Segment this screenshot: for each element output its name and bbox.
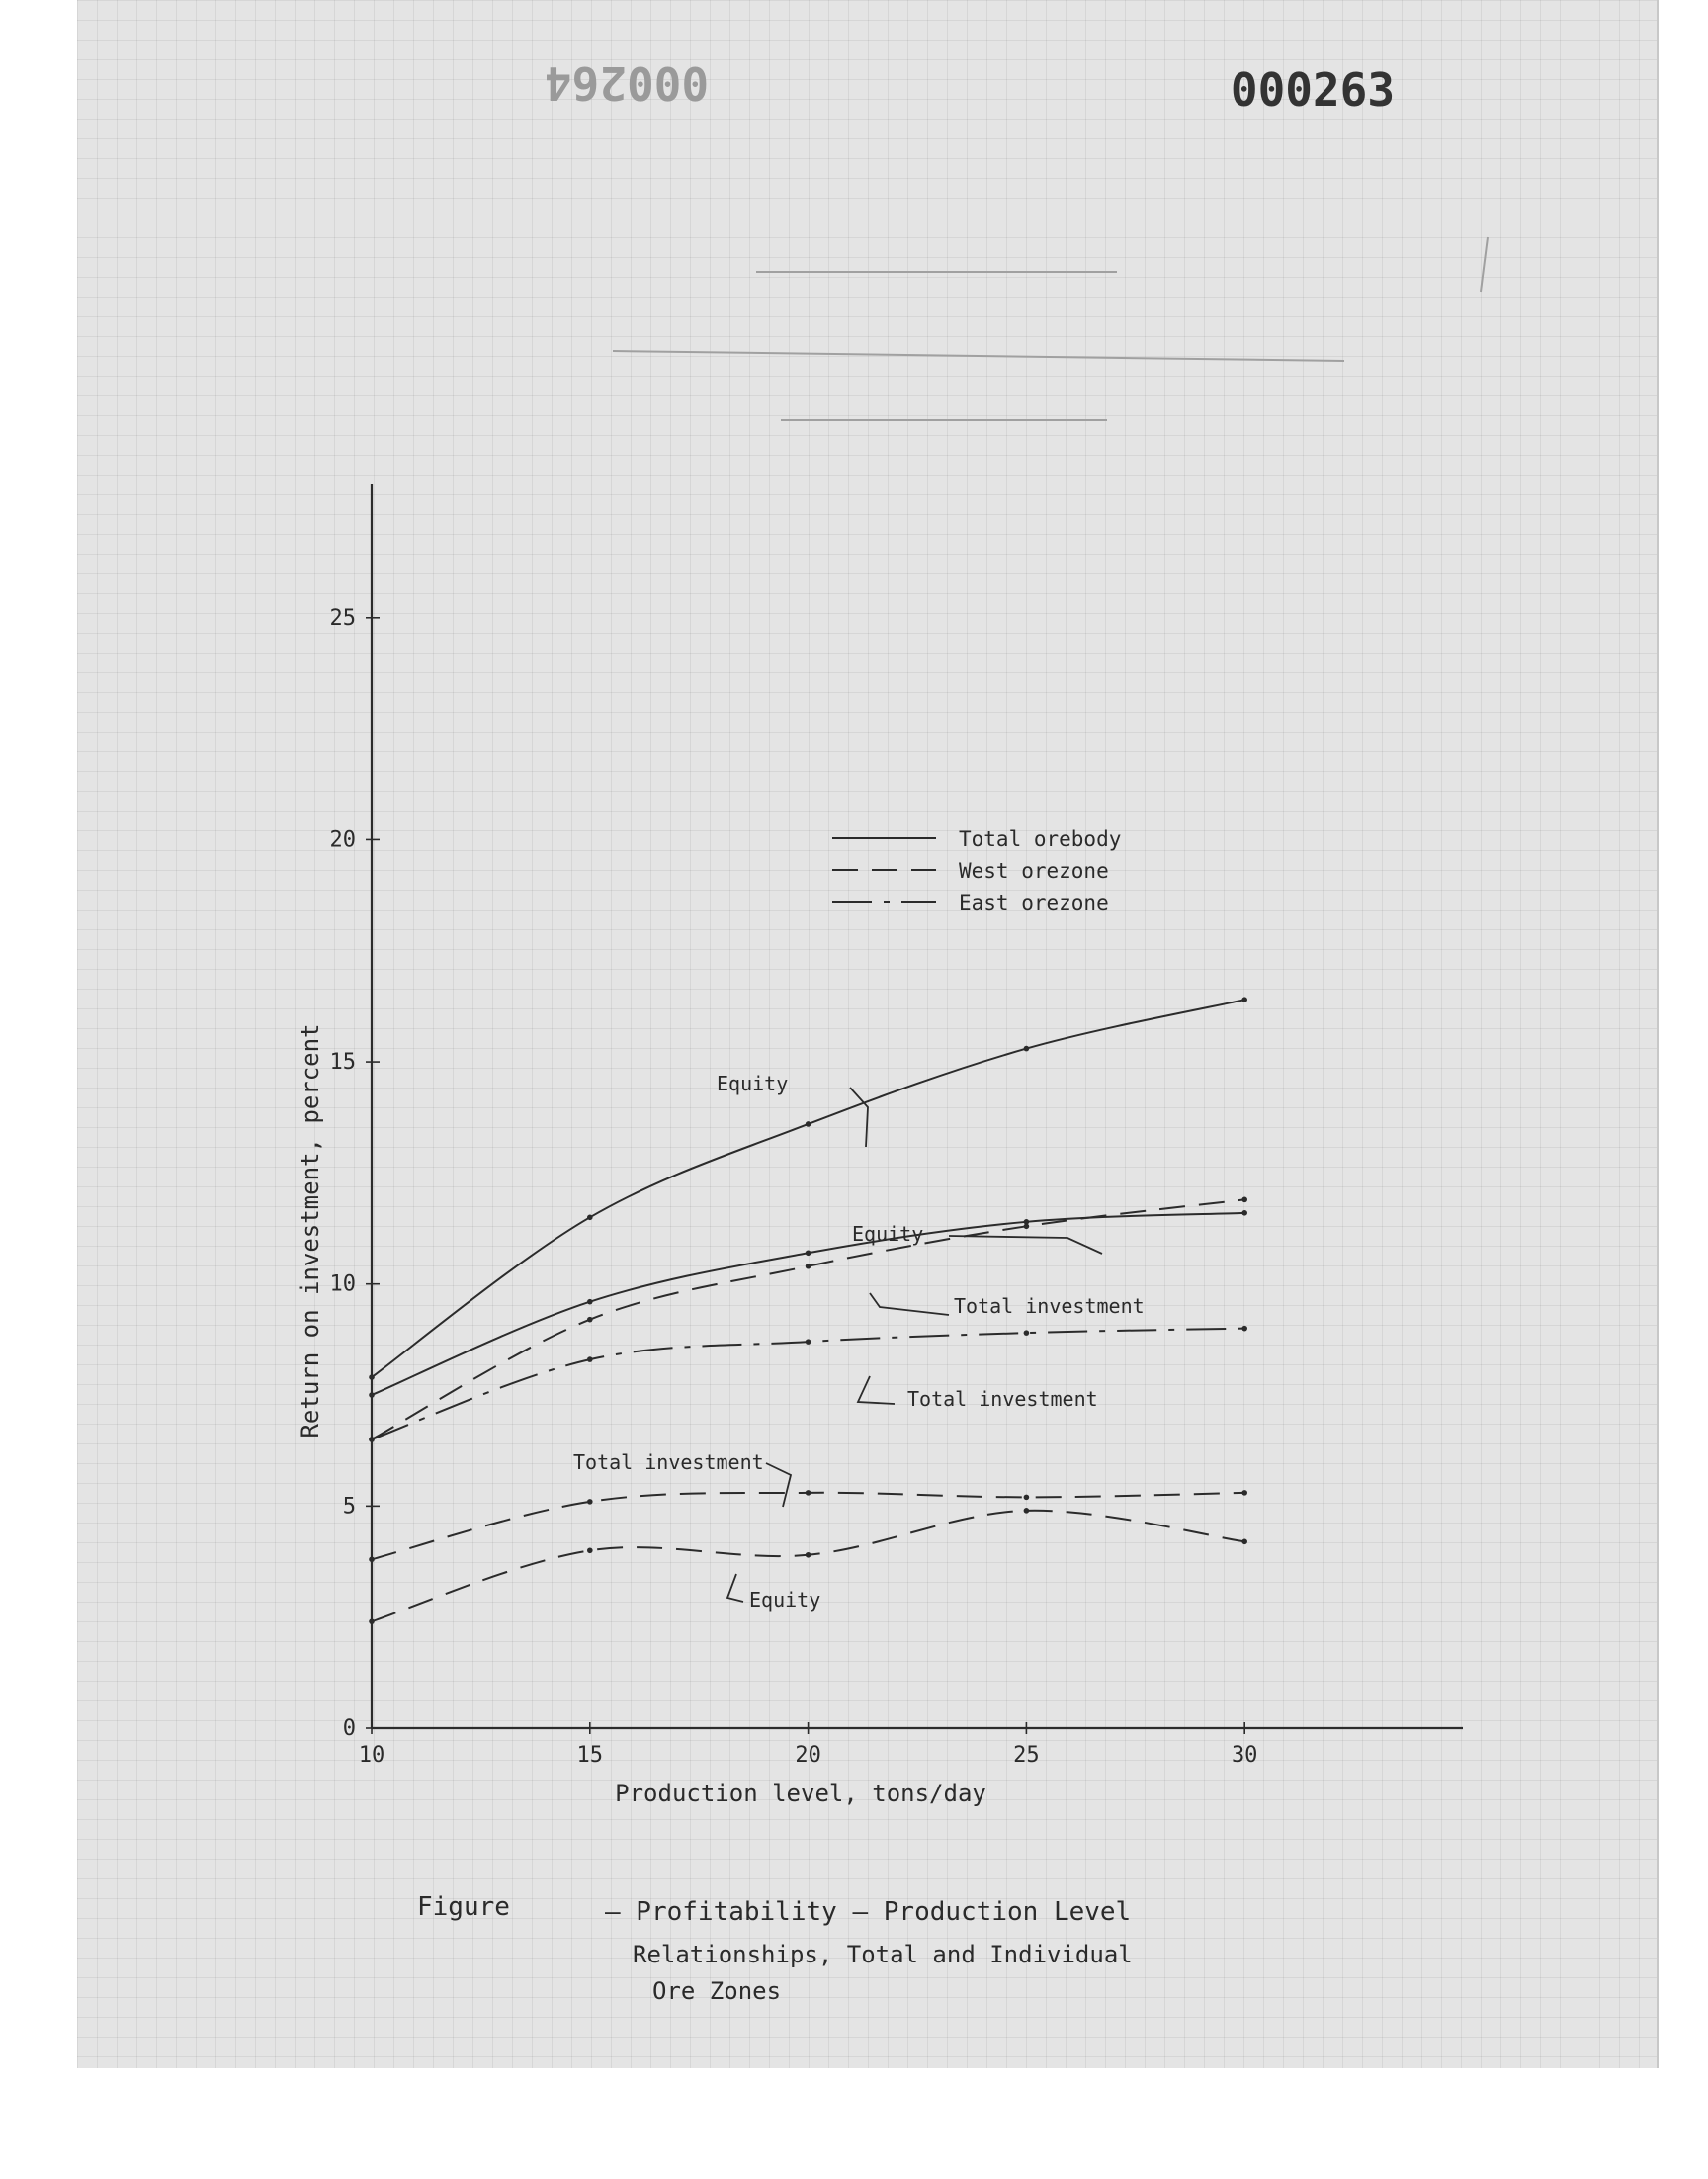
data-point [806,1264,811,1269]
caption-line-1: – Profitability – Production Level [605,1897,1132,1927]
x-axis-label: Production level, tons/day [615,1780,986,1807]
x-tick-label: 20 [795,1743,821,1768]
annotation-arrow [727,1574,743,1602]
figure-caption [417,1892,1133,2005]
data-point [1241,1326,1247,1332]
data-point [806,1121,811,1127]
y-tick-label: 5 [342,1494,356,1520]
x-tick-label: 25 [1013,1743,1040,1768]
caption-line-2: Relationships, Total and Individual [633,1941,1133,1968]
legend-label: West orezone [959,859,1109,883]
annotation-label: Equity [749,1588,821,1612]
data-point [1024,1046,1030,1052]
data-point [1241,1210,1247,1216]
y-tick-label: 10 [329,1271,356,1297]
data-point [587,1317,593,1323]
y-tick-label: 20 [329,828,356,853]
data-point [1024,1330,1030,1336]
data-point [806,1250,811,1256]
y-axis-label: Return on investment, percent [297,1023,324,1438]
data-point [587,1299,593,1305]
caption-line-3: Ore Zones [652,1977,782,2005]
data-point [1024,1508,1030,1514]
data-point [369,1556,375,1562]
data-point [1241,1539,1247,1545]
legend-label: Total orebody [959,828,1122,851]
annotation-arrow [870,1293,949,1315]
data-point [1024,1495,1030,1501]
page-number-stamp: 000263 [1230,63,1396,117]
data-point [1241,997,1247,1002]
annotation-label: Total investment [573,1450,764,1474]
annotation-arrow [850,1088,868,1147]
annotation-arrow [858,1376,895,1404]
data-point [806,1552,811,1558]
data-point [806,1339,811,1345]
x-tick-label: 30 [1231,1743,1258,1768]
erased-title-lines [613,237,1488,420]
caption-label: Figure [417,1892,510,1922]
data-point [587,1215,593,1221]
annotation-label: Total investment [907,1387,1098,1411]
data-point [587,1356,593,1362]
y-tick-label: 0 [342,1716,356,1741]
data-point [369,1437,375,1442]
legend [832,828,1121,915]
annotations [573,1072,1145,1612]
series-line-4 [372,1329,1244,1439]
annotation-label: Equity [717,1072,789,1095]
legend-label: East orezone [959,891,1109,915]
y-tick-label: 25 [329,605,356,631]
annotation-arrow [949,1236,1102,1254]
data-point [369,1374,375,1380]
annotation-label: Total investment [954,1294,1145,1318]
data-point [1024,1224,1030,1230]
data-point [1241,1490,1247,1496]
data-point [369,1392,375,1398]
data-point [587,1499,593,1505]
x-tick-label: 10 [358,1743,385,1768]
data-point [587,1547,593,1553]
annotation-arrow [766,1463,791,1507]
series-line-5 [372,1493,1244,1559]
x-tick-label: 15 [576,1743,604,1768]
annotation-label: Equity [852,1222,924,1246]
data-point [1241,1197,1247,1203]
series-line-1 [372,1000,1244,1377]
data-point [806,1490,811,1496]
y-tick-label: 15 [329,1050,356,1076]
series-line-3 [372,1199,1244,1439]
bleed-through-stamp: 000264 [544,56,710,110]
data-point [369,1618,375,1624]
